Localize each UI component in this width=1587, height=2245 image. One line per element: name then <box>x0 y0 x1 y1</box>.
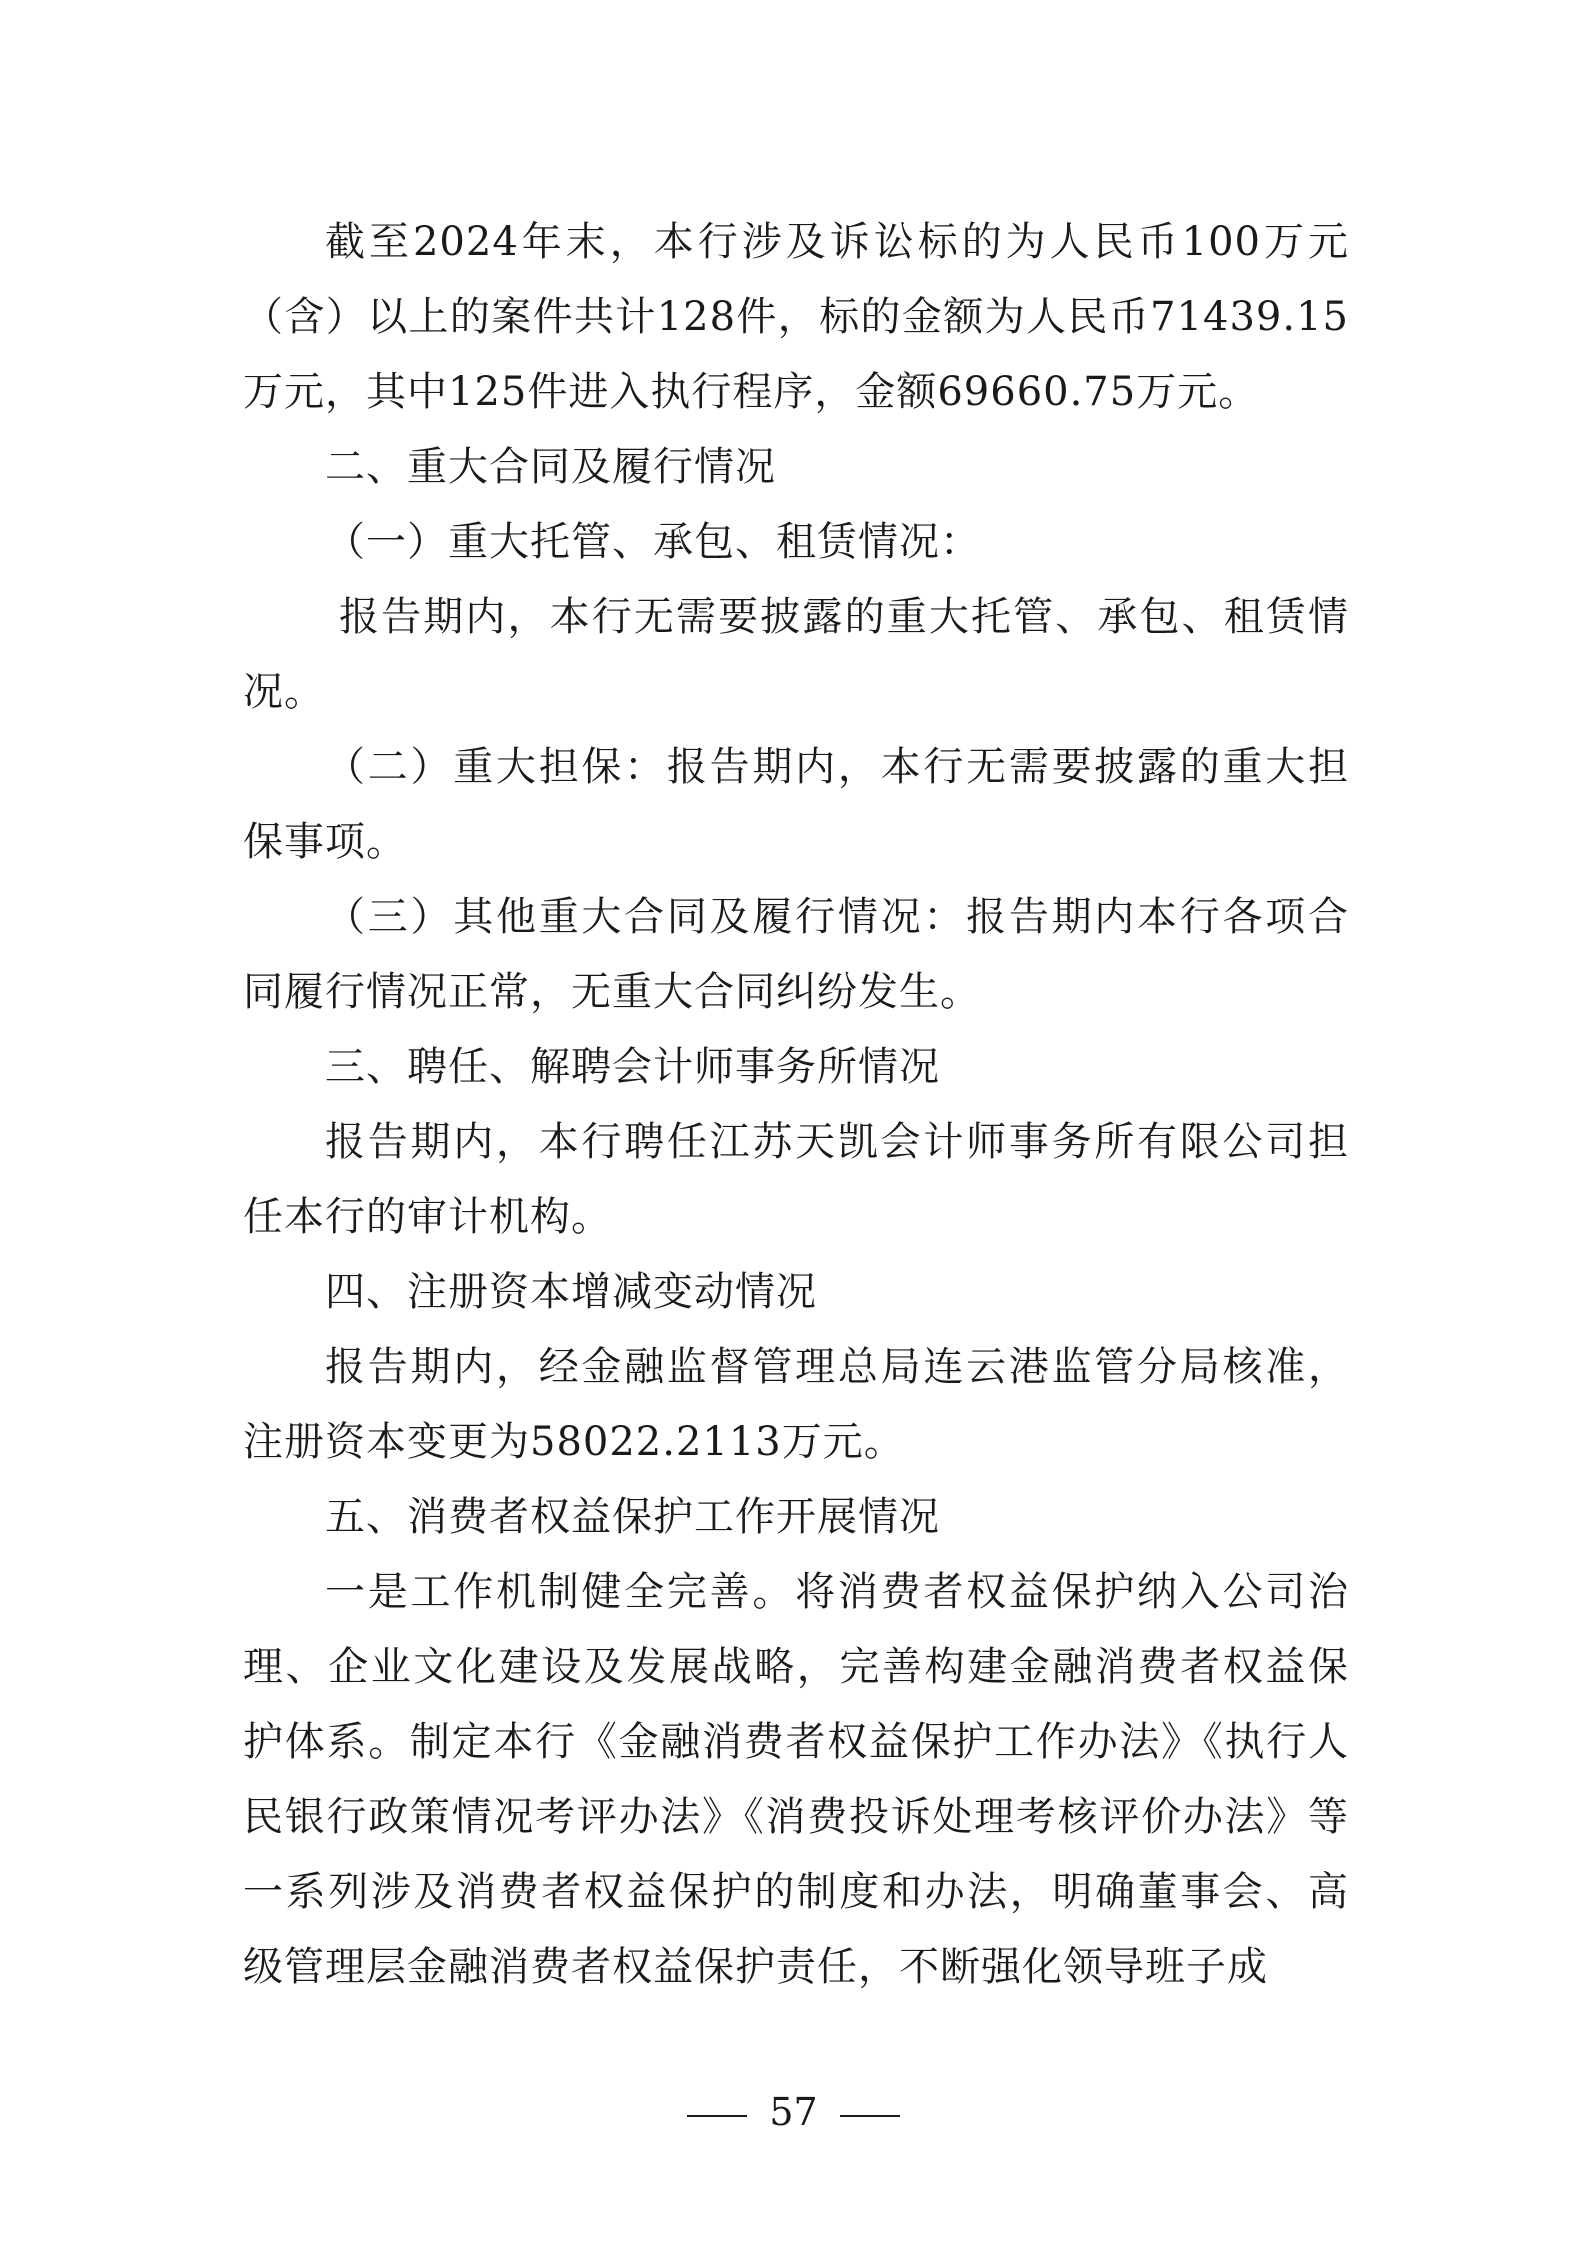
section-heading-capital: 四、注册资本增减变动情况 <box>325 1269 817 1315</box>
section-heading-auditor: 三、聘任、解聘会计师事务所情况 <box>325 1044 940 1090</box>
section-heading-contracts: 二、重大合同及履行情况 <box>325 444 776 490</box>
litigation-paragraph: 截至2024年末，本行涉及诉讼标的为人民币100万元（含）以上的案件共计128件，标的金额为人民币71439.15万元，其中125件进入执行程序，金额69660.75万元。 <box>243 219 1349 415</box>
capital-paragraph: 报告期内，经金融监督管理总局连云港监管分局核准，注册资本变更为58022.2113万元。 <box>243 1344 1349 1465</box>
auditor-paragraph: 报告期内，本行聘任江苏天凯会计师事务所有限公司担任本行的审计机构。 <box>243 1119 1349 1240</box>
footer-dash-left <box>687 2115 747 2117</box>
consumer-protection-lead: 一是工作机制健全完善。 <box>325 1569 796 1615</box>
consumer-protection-paragraph <box>243 1555 1349 2005</box>
document-body <box>243 205 1349 2005</box>
footer-dash-right <box>840 2115 900 2117</box>
page-number: 57 <box>769 2090 818 2134</box>
page-footer <box>0 2088 1587 2136</box>
custody-paragraph: 报告期内，本行无需要披露的重大托管、承包、租赁情况。 <box>243 594 1349 715</box>
consumer-protection-body: 将消费者权益保护纳入公司治理、企业文化建设及发展战略，完善构建金融消费者权益保护体系。制定本行《金融消费者权益保护工作办法》《执行人民银行政策情况考评办法》《消费投诉处理考核评价办法》等一系列涉及消费者权益保护的制度和办法，明确董事会、高级管理层金融消费者权益保护责任，不断强化领导班子成 <box>243 1569 1350 1990</box>
guarantee-paragraph: （二）重大担保：报告期内，本行无需要披露的重大担保事项。 <box>243 744 1349 865</box>
section-heading-consumer-protection: 五、消费者权益保护工作开展情况 <box>325 1494 940 1540</box>
other-contracts-paragraph: （三）其他重大合同及履行情况：报告期内本行各项合同履行情况正常，无重大合同纠纷发生。 <box>243 894 1349 1015</box>
subsection-heading-custody: （一）重大托管、承包、租赁情况： <box>325 519 981 565</box>
